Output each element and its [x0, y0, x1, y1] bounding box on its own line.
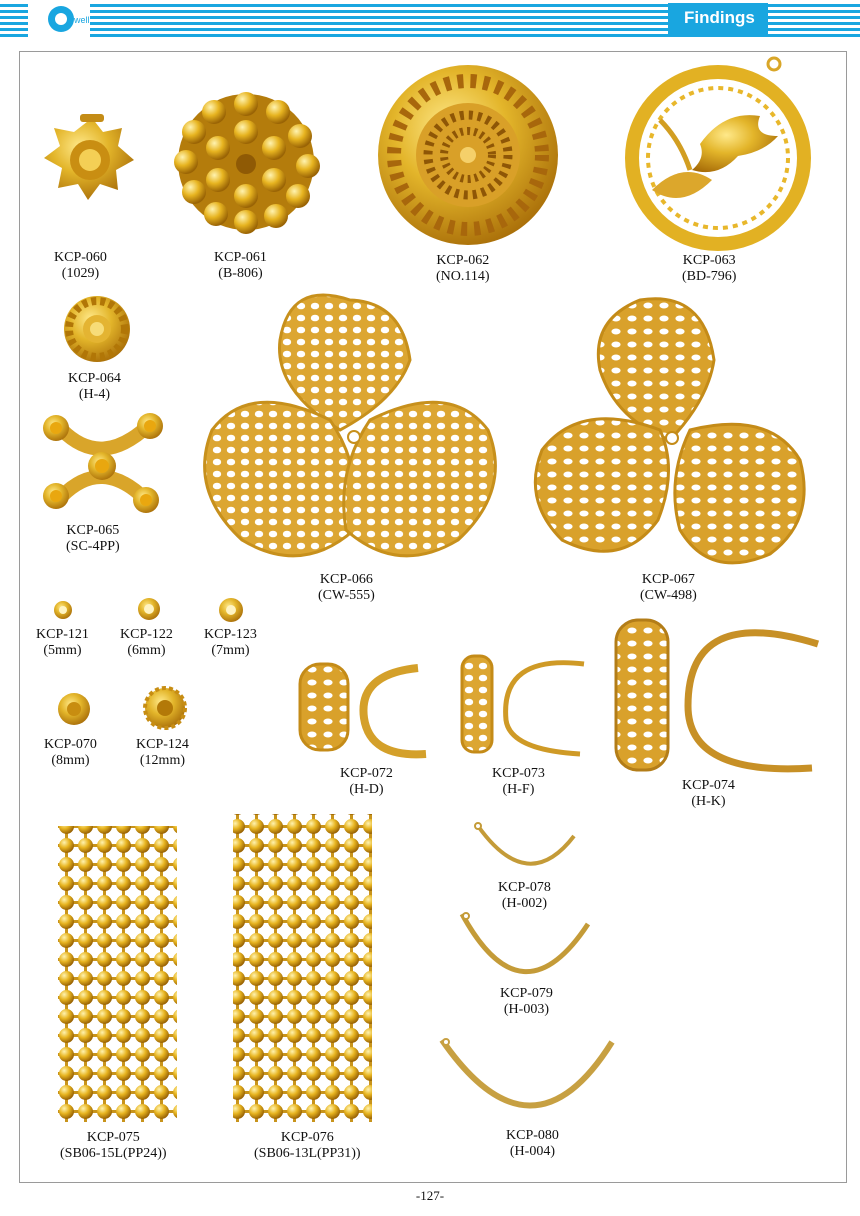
item-code: KCP-124 — [136, 737, 189, 752]
item-code: KCP-073 — [492, 766, 545, 781]
item-image-kcp-122 — [138, 598, 160, 620]
item-code: KCP-065 — [66, 523, 120, 538]
item-image-kcp-074 — [616, 620, 818, 770]
item-image-kcp-124 — [145, 688, 185, 728]
item-code: KCP-067 — [641, 572, 695, 587]
item-code: KCP-063 — [682, 253, 736, 268]
item-image-kcp-076 — [233, 814, 372, 1122]
item-image-kcp-121 — [54, 601, 72, 619]
item-label — [492, 766, 545, 798]
item-label — [500, 986, 553, 1018]
item-label — [682, 253, 736, 285]
section-title: Findings — [684, 8, 755, 27]
item-image-kcp-066 — [205, 295, 496, 556]
item-subcode: (H-003) — [503, 1002, 549, 1017]
item-subcode: (H-4) — [78, 387, 110, 402]
item-label — [120, 627, 173, 659]
item-label — [60, 1130, 167, 1162]
item-code: KCP-074 — [682, 778, 735, 793]
item-code: KCP-072 — [340, 766, 393, 781]
item-subcode: (1029) — [61, 266, 100, 281]
item-subcode: (H-002) — [501, 896, 547, 911]
item-subcode: (6mm) — [127, 643, 166, 658]
item-subcode: (H-004) — [509, 1144, 555, 1159]
item-code: KCP-064 — [68, 371, 121, 386]
item-subcode: (H-D) — [349, 782, 384, 797]
item-label — [54, 250, 107, 282]
item-subcode: (SB06-15L(PP24)) — [60, 1146, 167, 1161]
item-label — [640, 572, 697, 604]
item-image-kcp-060 — [44, 114, 134, 200]
item-subcode: (H-K) — [691, 794, 726, 809]
item-label — [136, 737, 189, 769]
item-code: KCP-070 — [44, 737, 97, 752]
item-subcode: (CW-498) — [640, 588, 697, 603]
item-code: KCP-061 — [214, 250, 267, 265]
item-image-kcp-063 — [632, 58, 804, 244]
page-number: -127- — [415, 1188, 445, 1203]
item-image-kcp-075 — [58, 826, 177, 1122]
item-code: KCP-062 — [436, 253, 490, 268]
item-subcode: (CW-555) — [318, 588, 375, 603]
item-code: KCP-123 — [204, 627, 257, 642]
item-label — [318, 572, 375, 604]
item-code: KCP-075 — [86, 1130, 140, 1145]
item-code: KCP-066 — [319, 572, 373, 587]
item-image-kcp-062 — [378, 65, 558, 245]
item-image-kcp-065 — [43, 413, 163, 513]
item-image-kcp-079 — [462, 913, 588, 972]
item-subcode: (NO.114) — [436, 269, 490, 284]
item-label — [436, 253, 490, 285]
item-label — [254, 1130, 361, 1162]
item-label — [214, 250, 267, 282]
item-image-kcp-080 — [442, 1039, 612, 1106]
item-code: KCP-122 — [120, 627, 173, 642]
item-image-kcp-067 — [535, 299, 804, 563]
item-image-kcp-064 — [64, 296, 130, 362]
item-label — [68, 371, 121, 403]
item-code: KCP-121 — [36, 627, 89, 642]
item-code: KCP-060 — [54, 250, 107, 265]
item-label — [340, 766, 393, 798]
item-label — [36, 627, 89, 659]
item-subcode: (12mm) — [139, 753, 185, 768]
item-image-kcp-072 — [300, 664, 426, 754]
item-label — [498, 880, 551, 912]
item-code: KCP-076 — [280, 1130, 334, 1145]
item-subcode: (B-806) — [218, 266, 263, 281]
item-subcode: (BD-796) — [682, 269, 737, 284]
item-label — [66, 523, 120, 555]
item-subcode: (SC-4PP) — [66, 539, 120, 554]
item-label — [44, 737, 97, 769]
item-subcode: (8mm) — [51, 753, 90, 768]
logo-word: well — [74, 15, 90, 25]
item-code: KCP-080 — [506, 1128, 559, 1143]
item-image-kcp-078 — [475, 823, 574, 864]
item-image-kcp-070 — [58, 693, 90, 725]
item-label — [682, 778, 735, 810]
item-image-kcp-123 — [219, 598, 243, 622]
item-label — [204, 627, 257, 659]
item-label — [506, 1128, 559, 1160]
item-subcode: (H-F) — [502, 782, 535, 797]
item-subcode: (7mm) — [211, 643, 250, 658]
item-subcode: (SB06-13L(PP31)) — [254, 1146, 361, 1161]
item-code: KCP-078 — [498, 880, 551, 895]
item-image-kcp-061 — [174, 92, 320, 234]
item-code: KCP-079 — [500, 986, 553, 1001]
item-subcode: (5mm) — [43, 643, 82, 658]
item-image-kcp-073 — [462, 656, 584, 754]
